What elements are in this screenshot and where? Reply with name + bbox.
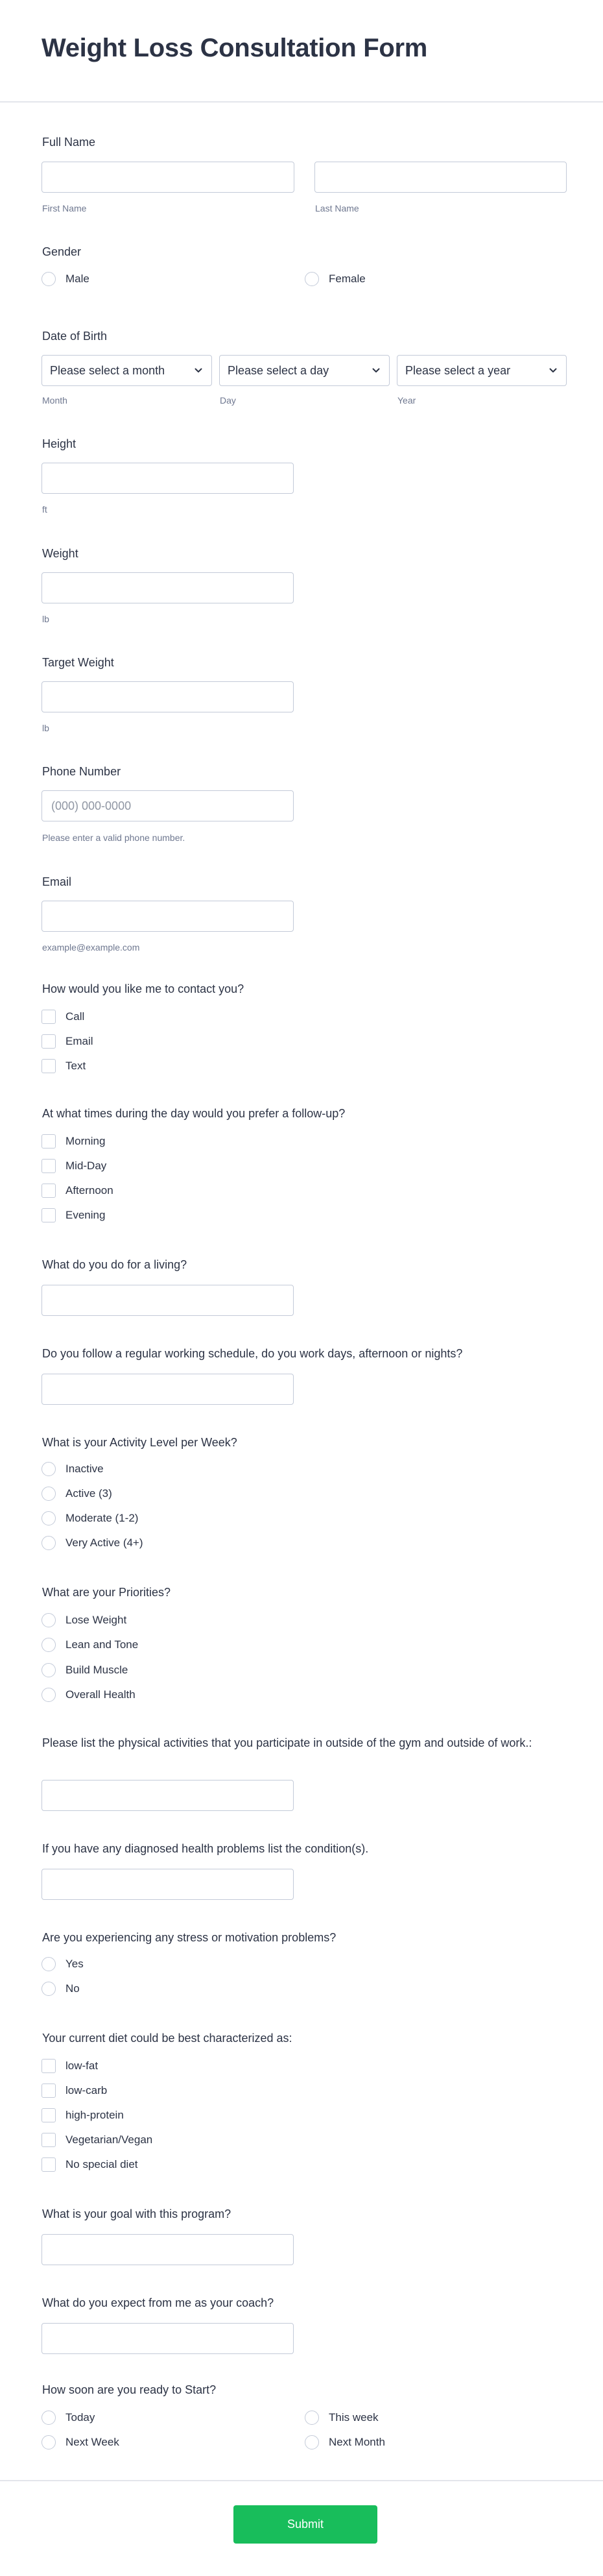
- radio-button[interactable]: [41, 1511, 56, 1525]
- start-option-next-month[interactable]: [305, 2434, 385, 2451]
- form-title: Weight Loss Consultation Form: [41, 34, 427, 62]
- weight-unit: lb: [42, 614, 49, 624]
- stress-option-yes[interactable]: [41, 1956, 84, 1973]
- occupation-label: What do you do for a living?: [42, 1258, 187, 1271]
- phone-input[interactable]: [41, 790, 294, 821]
- priority-option-lose-weight[interactable]: [41, 1612, 126, 1629]
- radio-button[interactable]: [41, 1462, 56, 1476]
- option-label: Very Active (4+): [65, 1537, 143, 1549]
- email-label: Email: [42, 875, 72, 888]
- follow-up-option-morning[interactable]: [41, 1133, 105, 1150]
- last-name-input[interactable]: [314, 162, 567, 193]
- priority-option-overall-health[interactable]: [41, 1686, 136, 1703]
- option-label: Vegetarian/Vegan: [65, 2133, 153, 2146]
- occupation-input[interactable]: [41, 1285, 294, 1316]
- checkbox[interactable]: [41, 1034, 56, 1049]
- physical-activities-input[interactable]: [41, 1780, 294, 1811]
- follow-up-label: At what times during the day would you prefer a follow-up?: [42, 1107, 346, 1120]
- day-select[interactable]: [219, 355, 390, 386]
- schedule-input[interactable]: [41, 1374, 294, 1405]
- checkbox[interactable]: [41, 2084, 56, 2098]
- health-problems-label: If you have any diagnosed health problems list the condition(s).: [42, 1842, 369, 1855]
- gender-label: Gender: [42, 245, 82, 258]
- radio-button[interactable]: [305, 2411, 319, 2425]
- diet-label: Your current diet could be best characterized as:: [42, 2032, 292, 2045]
- weight-input[interactable]: [41, 572, 294, 603]
- option-label: Next Week: [65, 2436, 119, 2448]
- option-label: Next Month: [329, 2436, 385, 2448]
- option-label: Build Muscle: [65, 1664, 128, 1676]
- option-label: Male: [65, 273, 89, 285]
- option-label: This week: [329, 2411, 379, 2424]
- option-label: Evening: [65, 1209, 106, 1221]
- email-hint: example@example.com: [42, 942, 140, 953]
- contact-option-text[interactable]: [41, 1058, 86, 1075]
- day-sublabel: Day: [220, 395, 236, 406]
- height-label: Height: [42, 437, 77, 450]
- phone-label: Phone Number: [42, 765, 121, 778]
- stress-option-no[interactable]: [41, 1980, 80, 1997]
- priority-option-lean-and-tone[interactable]: [41, 1636, 138, 1653]
- activity-option-moderate[interactable]: [41, 1510, 138, 1527]
- radio-button[interactable]: [41, 1536, 56, 1550]
- radio-button[interactable]: [41, 1663, 56, 1677]
- contact-option-call[interactable]: [41, 1008, 84, 1025]
- stress-label: Are you experiencing any stress or motivation problems?: [42, 1931, 337, 1944]
- chevron-down-icon: [371, 365, 381, 376]
- activity-level-label: What is your Activity Level per Week?: [42, 1436, 237, 1449]
- activity-option-very-active[interactable]: [41, 1535, 143, 1551]
- month-select-value: Please select a month: [50, 363, 165, 377]
- option-label: Email: [65, 1035, 93, 1047]
- start-option-next-week[interactable]: [41, 2434, 119, 2451]
- dob-label: Date of Birth: [42, 330, 108, 343]
- chevron-down-icon: [193, 365, 204, 376]
- option-label: Lose Weight: [65, 1614, 127, 1626]
- day-select-value: Please select a day: [228, 363, 329, 377]
- coach-expectation-label: What do you expect from me as your coach?: [42, 2296, 274, 2309]
- start-time-label: How soon are you ready to Start?: [42, 2383, 217, 2396]
- diet-option-no-special-diet[interactable]: [41, 2156, 138, 2173]
- height-input[interactable]: [41, 463, 294, 494]
- checkbox[interactable]: [41, 2059, 56, 2073]
- option-label: Mid-Day: [65, 1160, 107, 1172]
- health-problems-input[interactable]: [41, 1869, 294, 1900]
- activity-option-inactive[interactable]: [41, 1461, 104, 1477]
- checkbox[interactable]: [41, 1134, 56, 1148]
- diet-option-high-protein[interactable]: [41, 2107, 124, 2124]
- contact-method-label: How would you like me to contact you?: [42, 982, 244, 995]
- option-label: Active (3): [65, 1487, 112, 1500]
- year-select-value: Please select a year: [405, 363, 511, 377]
- month-sublabel: Month: [42, 395, 67, 406]
- option-label: low-fat: [65, 2060, 99, 2072]
- radio-button[interactable]: [305, 272, 319, 286]
- option-label: Moderate (1-2): [65, 1512, 139, 1524]
- checkbox[interactable]: [41, 2108, 56, 2122]
- target-weight-unit: lb: [42, 723, 49, 733]
- option-label: Call: [65, 1010, 85, 1023]
- option-label: Female: [329, 273, 366, 285]
- diet-option-low-fat[interactable]: [41, 2058, 98, 2074]
- footer-divider: [0, 2480, 603, 2481]
- contact-option-email[interactable]: [41, 1033, 93, 1050]
- option-label: No: [65, 1982, 80, 1995]
- radio-button[interactable]: [41, 1487, 56, 1501]
- option-label: Text: [65, 1060, 86, 1072]
- radio-button[interactable]: [41, 1613, 56, 1627]
- start-option-today[interactable]: [41, 2409, 95, 2426]
- target-weight-input[interactable]: [41, 681, 294, 712]
- option-label: Inactive: [65, 1463, 104, 1475]
- radio-button[interactable]: [41, 2411, 56, 2425]
- physical-activities-label: Please list the physical activities that you participate in outside of the gym and outside of work.:: [42, 1736, 532, 1749]
- follow-up-option-evening[interactable]: [41, 1207, 105, 1224]
- chevron-down-icon: [548, 365, 558, 376]
- activity-option-active[interactable]: [41, 1485, 112, 1502]
- follow-up-option-mid-day[interactable]: [41, 1158, 106, 1174]
- follow-up-option-afternoon[interactable]: [41, 1182, 113, 1199]
- radio-button[interactable]: [41, 1688, 56, 1702]
- month-select[interactable]: [41, 355, 212, 386]
- option-label: low-carb: [65, 2084, 108, 2096]
- radio-button[interactable]: [41, 1957, 56, 1971]
- option-label: Afternoon: [65, 1184, 113, 1197]
- radio-button[interactable]: [41, 272, 56, 286]
- diet-option-vegetarian-vegan[interactable]: [41, 2132, 152, 2148]
- phone-hint: Please enter a valid phone number.: [42, 832, 185, 843]
- option-label: Lean and Tone: [65, 1638, 139, 1651]
- first-name-sublabel: First Name: [42, 203, 87, 213]
- radio-button[interactable]: [41, 1638, 56, 1652]
- submit-button[interactable]: Submit: [233, 2505, 377, 2544]
- checkbox[interactable]: [41, 2157, 56, 2172]
- checkbox[interactable]: [41, 1010, 56, 1024]
- option-label: Overall Health: [65, 1688, 136, 1701]
- email-input[interactable]: [41, 901, 294, 932]
- year-sublabel: Year: [397, 395, 416, 406]
- diet-option-low-carb[interactable]: [41, 2082, 107, 2099]
- coach-expectation-input[interactable]: [41, 2323, 294, 2354]
- checkbox[interactable]: [41, 1208, 56, 1222]
- gender-option-female[interactable]: [305, 271, 366, 287]
- option-label: No special diet: [65, 2158, 138, 2170]
- last-name-sublabel: Last Name: [315, 203, 359, 213]
- first-name-input[interactable]: [41, 162, 294, 193]
- start-option-this-week[interactable]: [305, 2409, 379, 2426]
- checkbox[interactable]: [41, 1059, 56, 1073]
- header-divider: [0, 101, 603, 103]
- option-label: high-protein: [65, 2109, 124, 2121]
- priority-option-build-muscle[interactable]: [41, 1662, 128, 1679]
- schedule-label: Do you follow a regular working schedule, do you work days, afternoon or nights?: [42, 1347, 463, 1360]
- priorities-label: What are your Priorities?: [42, 1586, 171, 1599]
- full-name-label: Full Name: [42, 136, 96, 149]
- checkbox[interactable]: [41, 1184, 56, 1198]
- year-select[interactable]: [397, 355, 567, 386]
- gender-option-male[interactable]: [41, 271, 89, 287]
- option-label: Yes: [65, 1958, 84, 1970]
- radio-button[interactable]: [41, 2435, 56, 2449]
- radio-button[interactable]: [305, 2435, 319, 2449]
- weight-label: Weight: [42, 547, 78, 560]
- option-label: Today: [65, 2411, 95, 2424]
- goal-input[interactable]: [41, 2234, 294, 2265]
- goal-label: What is your goal with this program?: [42, 2207, 231, 2220]
- height-unit: ft: [42, 504, 47, 515]
- option-label: Morning: [65, 1135, 106, 1147]
- checkbox[interactable]: [41, 1159, 56, 1173]
- target-weight-label: Target Weight: [42, 656, 114, 669]
- radio-button[interactable]: [41, 1982, 56, 1996]
- checkbox[interactable]: [41, 2133, 56, 2147]
